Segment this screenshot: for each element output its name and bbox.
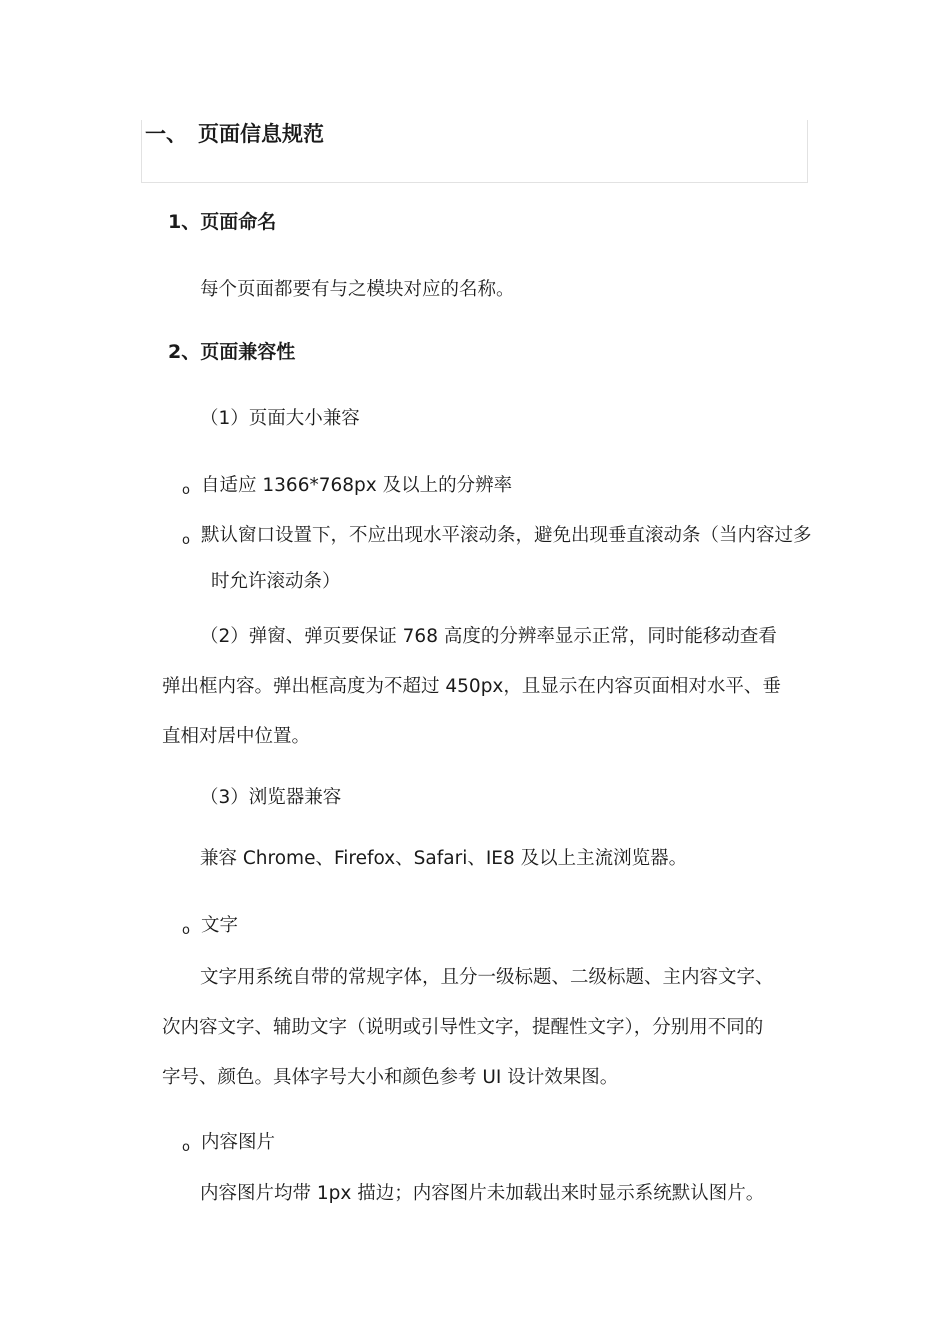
text-paragraph-line3: 字号、颜色。具体字号大小和颜色参考 UI 设计效果图。 [162, 1067, 619, 1088]
bullet-marker: o [182, 533, 190, 548]
paragraph-page-naming: 每个页面都要有与之模块对应的名称。 [200, 279, 515, 300]
subheading-page-size: （1）页面大小兼容 [200, 408, 360, 429]
popup-paragraph-line3: 直相对居中位置。 [162, 726, 311, 747]
subheading-browser: （3）浏览器兼容 [200, 787, 342, 808]
text-paragraph-line2: 次内容文字、辅助文字（说明或引导性文字，提醒性文字），分别用不同的 [162, 1017, 764, 1038]
bullet-resolution: 自适应 1366*768px 及以上的分辨率 [201, 475, 513, 496]
bullet-marker: o [182, 1140, 190, 1155]
paragraph-browser: 兼容 Chrome、Firefox、Safari、IE8 及以上主流浏览器。 [200, 848, 688, 869]
heading-page-compatibility: 2、页面兼容性 [168, 341, 296, 363]
bullet-marker: o [182, 923, 190, 938]
text-paragraph-line1: 文字用系统自带的常规字体，且分一级标题、二级标题、主内容文字、 [200, 967, 774, 988]
popup-paragraph-line1: （2）弹窗、弹页要保证 768 高度的分辨率显示正常，同时能移动查看 [200, 626, 777, 647]
image-paragraph: 内容图片均带 1px 描边；内容图片未加载出来时显示系统默认图片。 [200, 1183, 765, 1204]
bullet-text-title: 文字 [201, 915, 239, 936]
popup-paragraph-line2: 弹出框内容。弹出框高度为不超过 450px，且显示在内容页面相对水平、垂 [162, 676, 781, 697]
bullet-scrollbar-line1: 默认窗口设置下，不应出现水平滚动条，避免出现垂直滚动条（当内容过多 [201, 525, 812, 546]
heading-page-naming: 1、页面命名 [168, 211, 277, 233]
bullet-image-title: 内容图片 [201, 1132, 276, 1153]
section-title: 页面信息规范 [198, 122, 324, 146]
bullet-scrollbar-line2: 时允许滚动条） [211, 571, 341, 592]
section-number: 一、 [145, 122, 187, 146]
bullet-marker: o [182, 483, 190, 498]
